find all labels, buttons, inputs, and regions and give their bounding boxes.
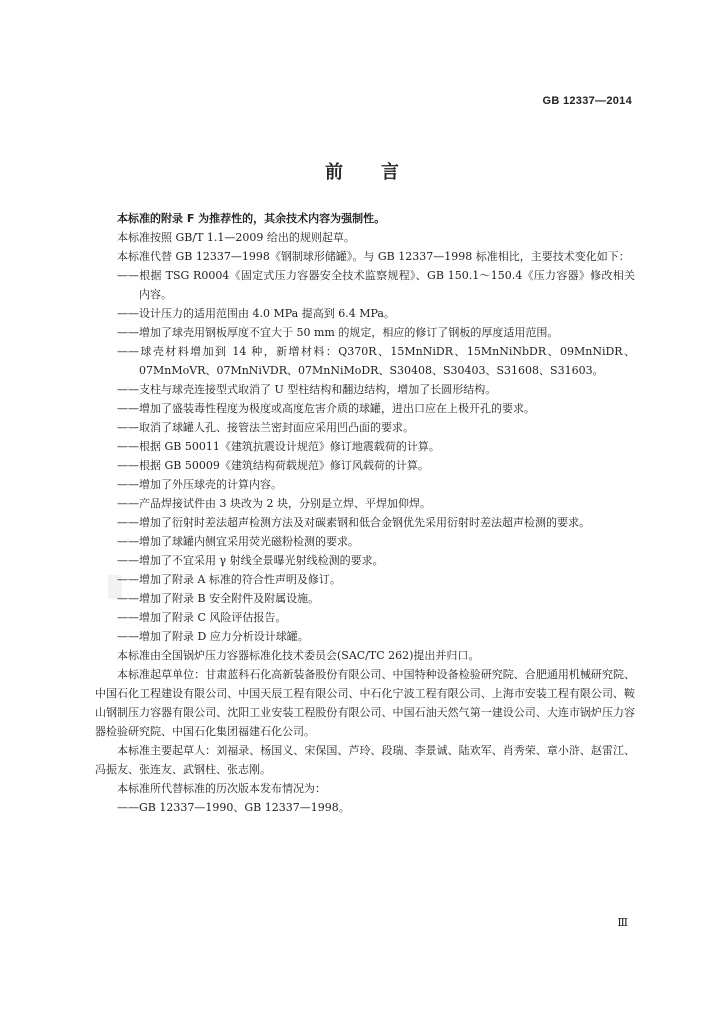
list-item: [95, 551, 635, 570]
list-item: [95, 513, 635, 532]
dash-marker: ——: [117, 630, 139, 643]
list-item-text: 增加了附录 B 安全附件及附属设施。: [139, 592, 320, 605]
list-item-text: 球壳材料增加到 14 种，新增材料：Q370R、15MnNiDR、15MnNiNbDR、09MnNiDR、07MnMoVR、07MnNiVDR、07MnNiMoDR、S30408、S30403、S31608、S31603。: [139, 345, 635, 377]
list-item-text: 设计压力的适用范围由 4.0 MPa 提高到 6.4 MPa。: [139, 307, 395, 320]
list-item-text: 产品焊接试件由 3 块改为 2 块，分别是立焊、平焊加仰焊。: [139, 497, 431, 510]
list-item: [95, 532, 635, 551]
proposer-statement: 本标准由全国锅炉压力容器标准化技术委员会(SAC/TC 262)提出并归口。: [117, 649, 480, 662]
list-item: [95, 437, 635, 456]
list-item: [95, 266, 635, 304]
page-title: 前言: [325, 162, 437, 183]
list-item-text: 增加了附录 D 应力分析设计球罐。: [139, 630, 309, 643]
dash-marker: ——: [117, 326, 139, 339]
standard-code-header: GB 12337—2014: [542, 95, 632, 107]
list-item: [95, 304, 635, 323]
drafting-rule: 本标准按照 GB/T 1.1—2009 给出的规则起草。: [117, 231, 355, 244]
list-item: [95, 323, 635, 342]
list-item: [95, 399, 635, 418]
history-versions: [95, 798, 635, 817]
list-item-text: 取消了球罐人孔、接管法兰密封面应采用凹凸面的要求。: [139, 421, 414, 434]
list-item-text: 根据 GB 50009《建筑结构荷载规范》修订风载荷的计算。: [139, 459, 429, 472]
dash-marker: ——: [117, 478, 139, 491]
list-item: [95, 456, 635, 475]
list-item: [95, 608, 635, 627]
dash-marker: ——: [117, 801, 139, 814]
list-item-text: 增加了外压球壳的计算内容。: [139, 478, 282, 491]
dash-marker: ——: [117, 573, 139, 586]
change-list: [95, 266, 635, 646]
dash-marker: ——: [117, 269, 139, 282]
dash-marker: ——: [117, 535, 139, 548]
appendix-note: 本标准的附录 F 为推荐性的，其余技术内容为强制性。: [117, 212, 386, 225]
dash-marker: ——: [117, 383, 139, 396]
list-item-text: 增加了衍射时差法超声检测方法及对碳素钢和低合金钢优先采用衍射时差法超声检测的要求。: [139, 516, 590, 529]
dash-marker: ——: [117, 421, 139, 434]
list-item: [95, 627, 635, 646]
page-number: Ⅲ: [617, 916, 628, 929]
dash-marker: ——: [117, 516, 139, 529]
dash-marker: ——: [117, 459, 139, 472]
list-item: [95, 494, 635, 513]
list-item-text: 增加了附录 C 风险评估报告。: [139, 611, 287, 624]
list-item-text: 增加了盛装毒性程度为极度或高度危害介质的球罐，进出口应在上极开孔的要求。: [139, 402, 535, 415]
list-item-text: 根据 GB 50011《建筑抗震设计规范》修订地震载荷的计算。: [139, 440, 440, 453]
list-item-text: 增加了球罐内侧宜采用荧光磁粉检测的要求。: [139, 535, 359, 548]
dash-marker: ——: [117, 307, 139, 320]
list-item: [95, 589, 635, 608]
list-item: [95, 380, 635, 399]
dash-marker: ——: [117, 402, 139, 415]
drafting-units: 本标准起草单位：甘肃蓝科石化高新装备股份有限公司、中国特种设备检验研究院、合肥通用机械研究院、中国石化工程建设有限公司、中国天辰工程有限公司、中石化宁波工程有限公司、上海市安装工程有限公司、鞍山钢制压力容器有限公司、沈阳工业安装工程股份有限公司、中国石油天然气第一建设公司、大连市锅炉压力容器检验研究院、中国石化集团福建石化公司。: [95, 668, 635, 738]
list-item: [95, 570, 635, 589]
history-intro: 本标准所代替标准的历次版本发布情况为：: [117, 782, 326, 795]
dash-marker: ——: [117, 611, 139, 624]
foreword-body: [95, 209, 635, 817]
list-item: [95, 342, 635, 380]
list-item-text: 支柱与球壳连接型式取消了 U 型柱结构和翻边结构，增加了长圆形结构。: [139, 383, 497, 396]
dash-marker: ——: [117, 440, 139, 453]
history-versions-text: GB 12337—1990、GB 12337—1998。: [139, 801, 350, 814]
replacement-statement: 本标准代替 GB 12337—1998《钢制球形储罐》。与 GB 12337—1998 标准相比，主要技术变化如下：: [117, 250, 630, 263]
list-item-text: 增加了不宜采用 γ 射线全景曝光射线检测的要求。: [139, 554, 384, 567]
dash-marker: ——: [117, 497, 139, 510]
list-item: [95, 418, 635, 437]
dash-marker: ——: [117, 592, 139, 605]
list-item-text: 增加了附录 A 标准的符合性声明及修订。: [139, 573, 341, 586]
drafters: 本标准主要起草人：刘福录、杨国义、宋保国、芦玲、段瑞、李景诚、陆欢军、肖秀荣、章小浒、赵雷江、冯振友、张连友、武钢柱、张志刚。: [95, 744, 635, 776]
dash-marker: ——: [117, 554, 139, 567]
dash-marker: ——: [117, 345, 139, 358]
list-item-text: 根据 TSG R0004《固定式压力容器安全技术监察规程》、GB 150.1～150.4《压力容器》修改相关内容。: [139, 269, 635, 301]
list-item: [95, 475, 635, 494]
list-item-text: 增加了球壳用钢板厚度不宜大于 50 mm 的规定，相应的修订了钢板的厚度适用范围。: [139, 326, 559, 339]
